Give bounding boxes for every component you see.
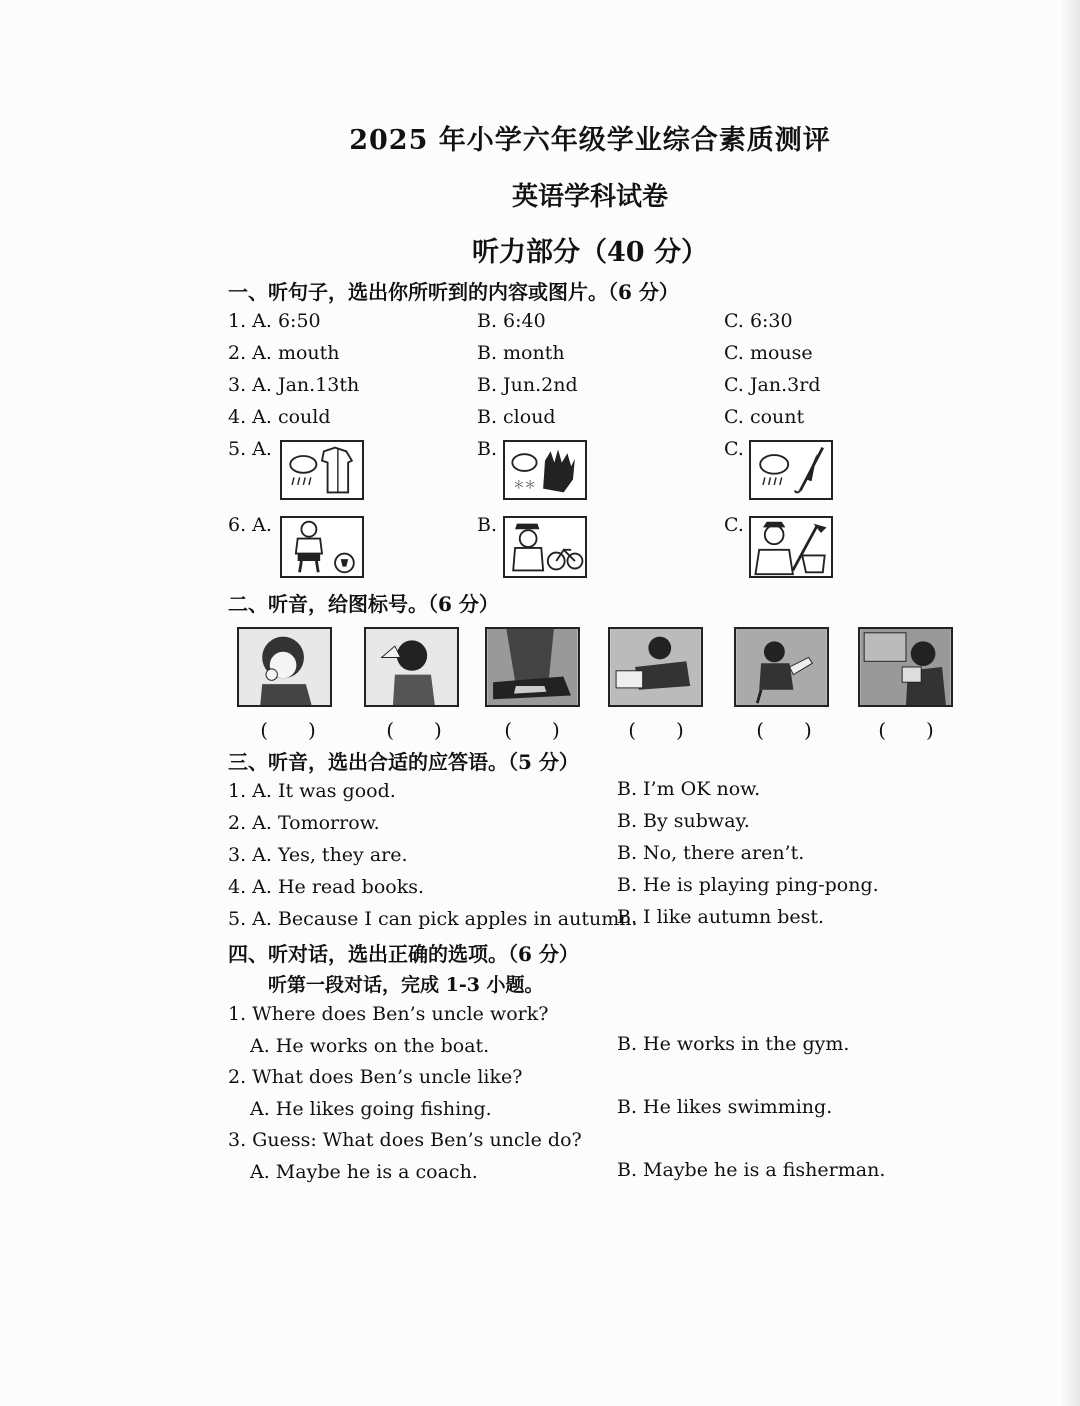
s2-answer-5[interactable]: ( ) bbox=[756, 718, 812, 742]
s1-q5-b: B. bbox=[477, 438, 498, 460]
s4-q3-b: B. Maybe he is a fisherman. bbox=[617, 1159, 886, 1181]
football-player-icon[interactable] bbox=[280, 516, 364, 578]
s1-q3-c: C. Jan.3rd bbox=[724, 374, 821, 396]
part-title: 听力部分（40 分） bbox=[472, 237, 708, 268]
police-bicycle-icon[interactable] bbox=[503, 516, 587, 578]
s1-q3-b: B. Jun.2nd bbox=[477, 374, 578, 396]
s3-q5-a: 5. A. Because I can pick apples in autumn. bbox=[228, 908, 638, 930]
s1-q4-c: C. count bbox=[724, 406, 805, 428]
s3-q4-b: B. He is playing ping-pong. bbox=[617, 874, 879, 896]
exam-subtitle: 英语学科试卷 bbox=[511, 182, 668, 212]
s1-q4-b: B. cloud bbox=[477, 406, 556, 428]
s3-q3-a: 3. A. Yes, they are. bbox=[228, 844, 408, 866]
s1-q1-b: B. 6:40 bbox=[477, 310, 546, 332]
s4-q1-a: A. He works on the boat. bbox=[250, 1035, 490, 1057]
section4-instruction: 听第一段对话，完成 1-3 小题。 bbox=[268, 974, 544, 996]
s1-q2-b: B. month bbox=[477, 342, 565, 364]
s3-q1-b: B. I’m OK now. bbox=[617, 778, 761, 800]
s4-q3-question: 3. Guess: What does Ben’s uncle do? bbox=[228, 1129, 582, 1151]
s2-answer-3[interactable]: ( ) bbox=[504, 718, 560, 742]
s1-q4-a: 4. A. could bbox=[228, 406, 331, 428]
section1-heading: 一、听句子，选出你所听到的内容或图片。（6 分） bbox=[228, 280, 679, 304]
s3-q1-a: 1. A. It was good. bbox=[228, 780, 396, 802]
rain-umbrella-icon[interactable] bbox=[749, 440, 833, 500]
s4-q1-b: B. He works in the gym. bbox=[617, 1033, 850, 1055]
svg-text:＊＊: ＊＊ bbox=[513, 478, 536, 492]
s1-q5-c: C. bbox=[724, 438, 744, 460]
s1-q6-b: B. bbox=[477, 514, 498, 536]
s4-q2-b: B. He likes swimming. bbox=[617, 1096, 833, 1118]
snow-gloves-icon[interactable] bbox=[503, 440, 587, 500]
s3-q3-b: B. No, there aren’t. bbox=[617, 842, 805, 864]
section3-heading: 三、听音，选出合适的应答语。（5 分） bbox=[228, 750, 579, 774]
s4-q2-a: A. He likes going fishing. bbox=[250, 1098, 492, 1120]
s1-q6-c: C. bbox=[724, 514, 744, 536]
s1-q2-c: C. mouse bbox=[724, 342, 813, 364]
boy-arm-icon[interactable] bbox=[734, 627, 829, 707]
s3-q4-a: 4. A. He read books. bbox=[228, 876, 425, 898]
farmer-tools-icon[interactable] bbox=[749, 516, 833, 578]
s4-q3-a: A. Maybe he is a coach. bbox=[250, 1161, 478, 1183]
s2-answer-6[interactable]: ( ) bbox=[878, 718, 934, 742]
s2-answer-2[interactable]: ( ) bbox=[386, 718, 442, 742]
s1-q5-a: 5. A. bbox=[228, 438, 272, 460]
s1-q2-a: 2. A. mouth bbox=[228, 342, 340, 364]
girl-coughing-icon[interactable] bbox=[237, 627, 332, 707]
s1-q1-a: 1. A. 6:50 bbox=[228, 310, 321, 332]
girl-stomachache-icon[interactable] bbox=[608, 627, 703, 707]
exam-title: 2025 年小学六年级学业综合素质测评 bbox=[349, 125, 831, 156]
hurt-foot-icon[interactable] bbox=[485, 627, 580, 707]
s4-q1-question: 1. Where does Ben’s uncle work? bbox=[228, 1003, 549, 1025]
s1-q3-a: 3. A. Jan.13th bbox=[228, 374, 360, 396]
girl-reading-icon[interactable] bbox=[858, 627, 953, 707]
s3-q5-b: B. I like autumn best. bbox=[617, 906, 825, 928]
s2-answer-1[interactable]: ( ) bbox=[260, 718, 316, 742]
s1-q1-c: C. 6:30 bbox=[724, 310, 793, 332]
rain-shirt-icon[interactable] bbox=[280, 440, 364, 500]
s3-q2-a: 2. A. Tomorrow. bbox=[228, 812, 380, 834]
section2-heading: 二、听音，给图标号。（6 分） bbox=[228, 592, 499, 616]
s3-q2-b: B. By subway. bbox=[617, 810, 750, 832]
section4-heading: 四、听对话，选出正确的选项。（6 分） bbox=[228, 942, 579, 966]
s4-q2-question: 2. What does Ben’s uncle like? bbox=[228, 1066, 523, 1088]
boy-headache-icon[interactable] bbox=[364, 627, 459, 707]
s2-answer-4[interactable]: ( ) bbox=[628, 718, 684, 742]
s1-q6-a: 6. A. bbox=[228, 514, 272, 536]
